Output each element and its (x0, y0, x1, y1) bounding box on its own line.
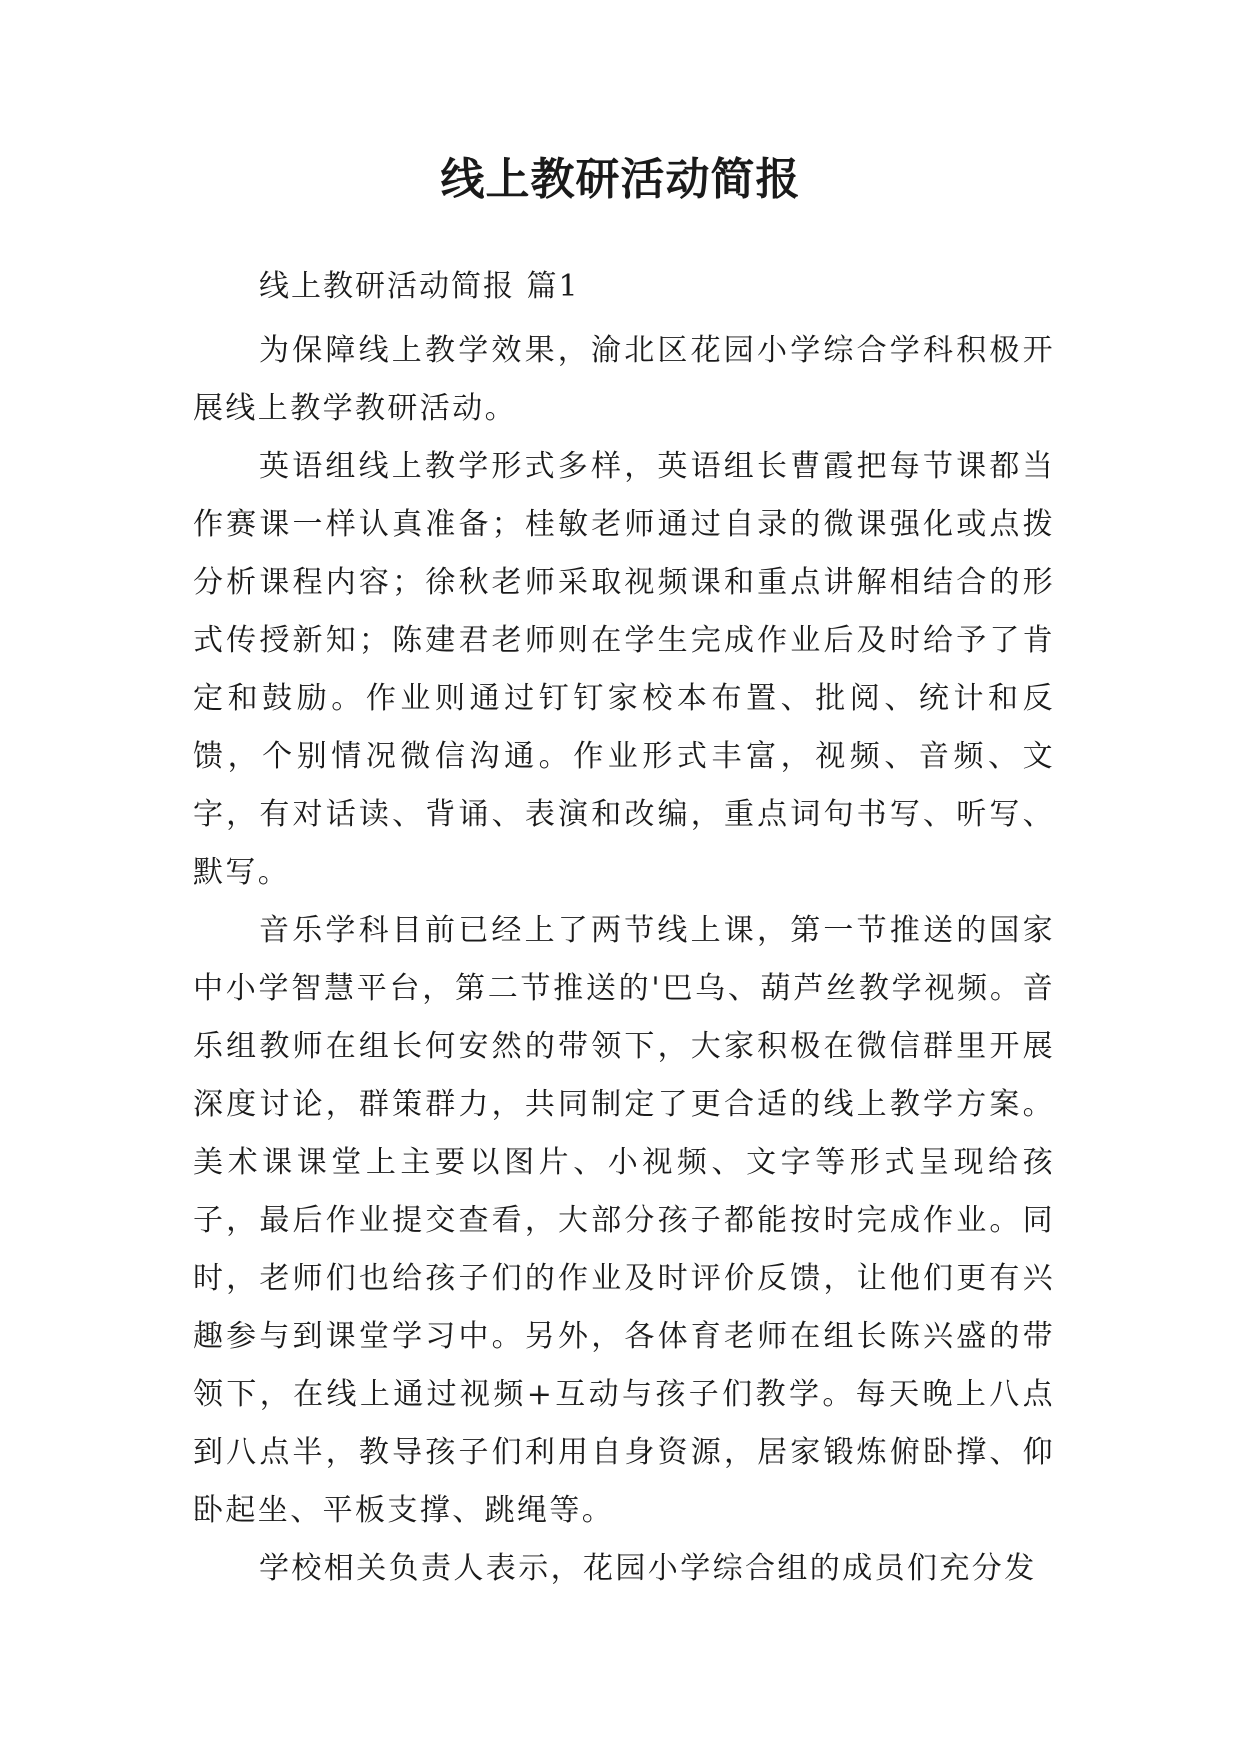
paragraph-school-statement: 学校相关负责人表示，花园小学综合组的成员们充分发 (259, 1551, 1037, 1586)
paragraph-intro: 为保障线上教学效果，渝北区花园小学综合学科积极开展线上教学教研活动。 (193, 333, 1055, 426)
document-body (193, 258, 1055, 1598)
paragraph-music-art-pe: 音乐学科目前已经上了两节线上课，第一节推送的国家中小学智慧平台，第二节推送的'巴乌、葫芦丝教学视频。音乐组教师在组长何安然的带领下，大家积极在微信群里开展深度讨论，群策群力，共同制定了更合适的线上教学方案。美术课课堂上主要以图片、小视频、文字等形式呈现给孩子，最后作业提交查看，大部分孩子都能按时完成作业。同时，老师们也给孩子们的作业及时评价反馈，让他们更有兴趣参与到课堂学习中。另外，各体育老师在组长陈兴盛的带领下，在线上通过视频+互动与孩子们教学。每天晚上八点到八点半，教导孩子们利用自身资源，居家锻炼俯卧撑、仰卧起坐、平板支撑、跳绳等。 (193, 913, 1055, 1528)
paragraph-english-group: 英语组线上教学形式多样，英语组长曹霞把每节课都当作赛课一样认真准备；桂敏老师通过自录的微课强化或点拨分析课程内容；徐秋老师采取视频课和重点讲解相结合的形式传授新知；陈建君老师则在学生完成作业后及时给予了肯定和鼓励。作业则通过钉钉家校本布置、批阅、统计和反馈，个别情况微信沟通。作业形式丰富，视频、音频、文字，有对话读、背诵、表演和改编，重点词句书写、听写、默写。 (193, 449, 1055, 890)
section-heading: 线上教研活动简报 篇1 (259, 269, 580, 304)
document-title: 线上教研活动简报 (440, 154, 801, 205)
